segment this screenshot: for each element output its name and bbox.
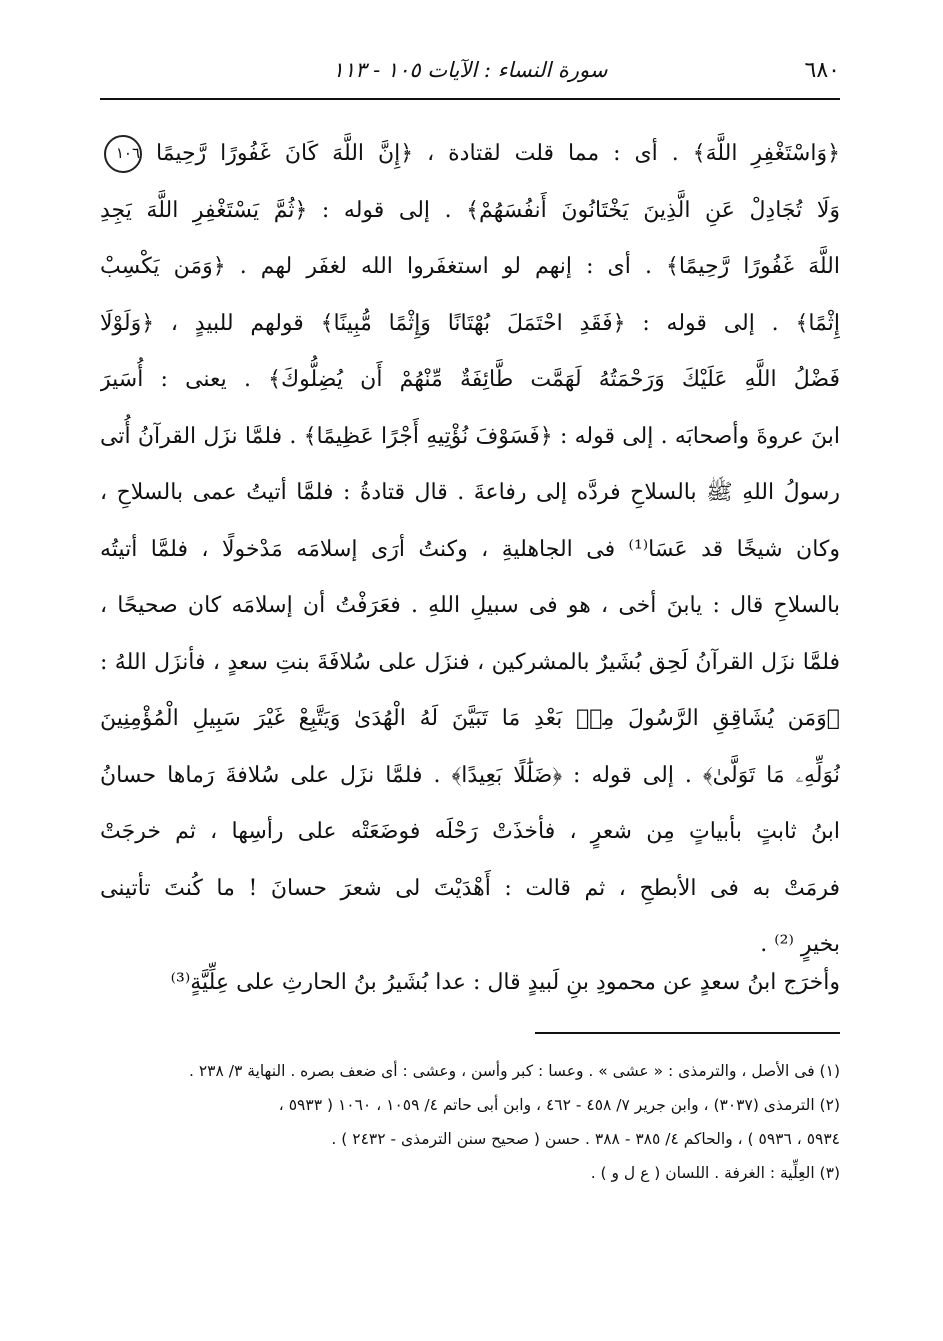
text-line: رسولُ اللهِ ﷺ بالسلاحِ فردَّه إلى رفاعةَ . قال قتادةُ : فلمَّا أتيتُ عمى بالسلاحِ ،	[100, 480, 840, 505]
running-title: سورة النساء : الآيات ١٠٥ - ١١٣	[332, 58, 608, 82]
text-line: ﴿وَاسْتَغْفِرِ اللَّهَ﴾ . أى : مما قلت لقتادة ، ﴿إِنَّ اللَّهَ كَانَ غَفُورًا رَّحِيمًا ١٠٦	[100, 126, 840, 183]
text-line: ﴿وَمَن يُشَاقِقِ الرَّسُولَ مِنۢ بَعْدِ مَا تَبَيَّنَ لَهُ الْهُدَىٰ وَيَتَّبِعْ غَيْرَ سَبِيلِ الْمُؤْمِنِينَ	[100, 706, 840, 731]
text-line: نُوَلِّهِۦ مَا تَوَلَّىٰ﴾ . إلى قوله : ﴿ضَلَٰلًا بَعِيدًا﴾ . فلمَّا نزَل على سُلافةَ رَماها حسانُ	[100, 762, 840, 788]
text-line: فلمَّا نزَل القرآنُ لَحِق بُشَيرٌ بالمشركين ، فنزَل على سُلافَةَ بنتِ سعدٍ ، فأنزَل اللهُ :	[100, 649, 840, 675]
text-line: فَضْلُ اللَّهِ عَلَيْكَ وَرَحْمَتُهُ لَهَمَّت طَّائِفَةٌ مِّنْهُمْ أَن يُضِلُّوكَ﴾ . يعنى : أُسَيرَ	[100, 367, 840, 392]
text-line: ابنَ عروةَ وأصحابَه . إلى قوله : ﴿فَسَوْفَ نُؤْتِيهِ أَجْرًا عَظِيمًا﴾ . فلمَّا نزَل القرآنُ أُتى	[100, 423, 840, 449]
ayah-number-marker: ١٠٦	[104, 135, 142, 173]
footnote-3: (٣) العِلِّية : الغرفة . اللسان ( ع ل و ) .	[590, 1164, 840, 1182]
text-line: وكان شيخًا قد عَسَا⁽¹⁾ فى الجاهليةِ ، وكنتُ أرَى إسلامَه مَدْخولًا ، فلمَّا أتيتُه	[100, 536, 840, 562]
page-number: ٦٨٠	[804, 58, 840, 83]
footnote-rule	[535, 1032, 840, 1034]
text-line: إِثْمًا﴾ . إلى قوله : ﴿فَقَدِ احْتَمَلَ بُهْتَانًا وَإِثْمًا مُّبِينًا﴾ قولهم للبيدٍ ، ﴿وَلَوْلَا	[100, 310, 840, 336]
text-line: فرمَتْ به فى الأبطحِ ، ثم قالت : أَهْدَيْتَ لى شعرَ حسانَ ! ما كُنتَ تأتينى	[100, 875, 840, 901]
paragraph-start: وأخرَج ابنُ سعدٍ عن محمودِ بنِ لَبيدٍ قال : عدا بُشَيرُ بنُ الحارثِ على عِلِّيَّةٍ⁽³⁾	[170, 970, 840, 995]
text-line: وَلَا تُجَادِلْ عَنِ الَّذِينَ يَخْتَانُونَ أَنفُسَهُمْ﴾ . إلى قوله : ﴿ثُمَّ يَسْتَغْفِرِ اللَّهَ يَجِدِ	[100, 197, 840, 223]
header-rule	[100, 98, 840, 100]
page-header	[100, 52, 840, 92]
footnotes	[95, 1054, 840, 1190]
footnote-2-cont: ٥٩٣٤ ، ٥٩٣٦ ) ، والحاكم ٤/ ٣٨٥ - ٣٨٨ . حسن ( صحيح سنن الترمذى - ٢٤٣٢ ) .	[331, 1130, 840, 1148]
text-line: بخيرٍ ⁽²⁾ .	[760, 932, 840, 957]
text-line: بالسلاحِ قال : يابنَ أخى ، هو فى سبيلِ اللهِ . فعَرَفْتُ أن إسلامَه كان صحيحًا ،	[100, 593, 840, 618]
text-line: اللَّهَ غَفُورًا رَّحِيمًا﴾ . أى : إنهم لو استغفَروا الله لغفَر لهم . ﴿وَمَن يَكْسِبْ	[100, 254, 840, 279]
footnote-2: (٢) الترمذى (٣٠٣٧) ، وابن جرير ٧/ ٤٥٨ - ٤٦٢ ، وابن أبى حاتم ٤/ ١٠٥٩ ، ١٠٦٠ ( ٥٩٣٣ ،	[278, 1096, 840, 1114]
main-text	[100, 126, 840, 974]
footnote-1: (١) فى الأصل ، والترمذى : « عشى » . وعسا : كبر وأسن ، وعشى : أى ضعف بصره . النهاية ٣/ ٢٣٨ .	[188, 1062, 840, 1080]
text-line: ابنُ ثابتٍ بأبياتٍ مِن شعرٍ ، فأخذَتْ رَحْلَه فوضَعَتْه على رأسِها ، ثم خرجَتْ	[100, 819, 840, 844]
